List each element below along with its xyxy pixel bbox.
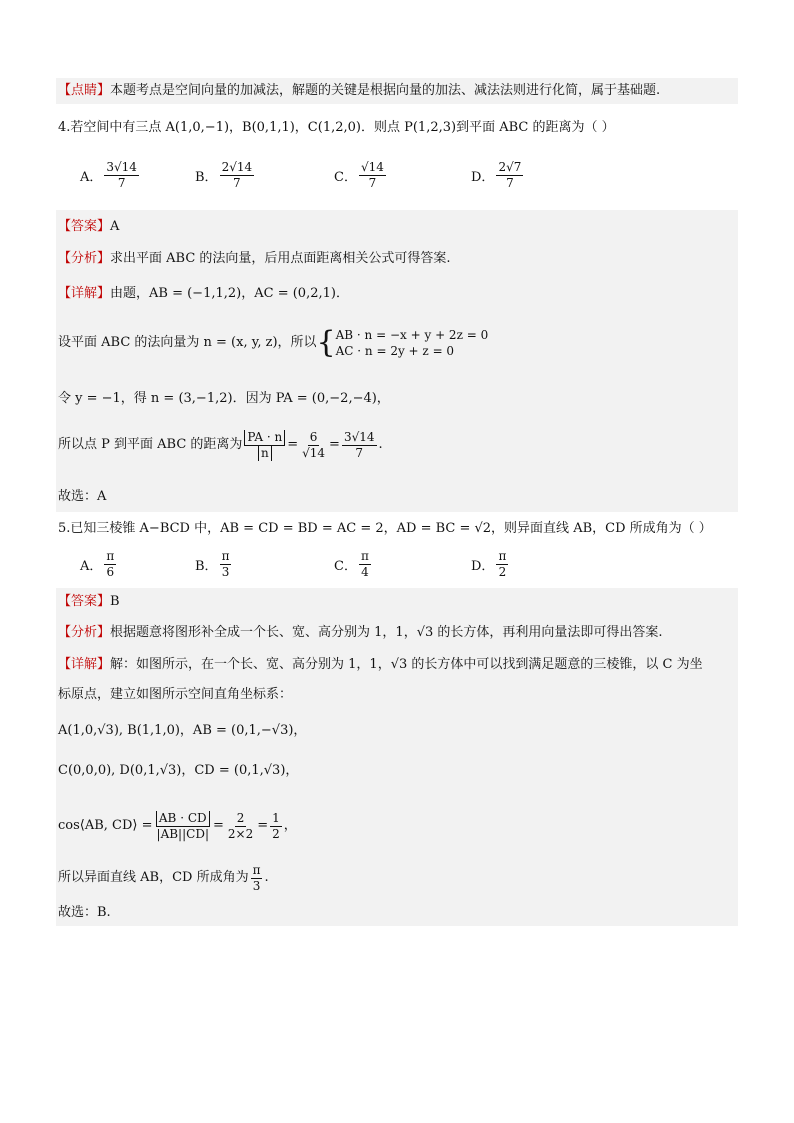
q4-dist-frac-3	[342, 430, 377, 461]
q4-answer-tag: 【答案】	[58, 219, 111, 234]
q4-option-d-label: D．	[471, 170, 495, 185]
q4-system-eq2: AC · n = 2y + z = 0	[335, 344, 455, 358]
q5-option-a-label: A．	[80, 559, 103, 574]
q4-option-a-label: A．	[80, 170, 103, 185]
q4-dist-frac-3-den: 7	[355, 445, 364, 460]
q5-detail-1	[58, 656, 703, 674]
q5-eq-sign-1: =	[213, 818, 224, 833]
q5-option-b[interactable]	[195, 549, 233, 580]
q4-analysis	[58, 250, 451, 268]
q5-option-d-frac	[496, 549, 508, 580]
q5-detail-1b: 标原点，建立如图所示空间直角坐标系：	[58, 687, 293, 702]
q4-detail-tag: 【详解】	[58, 286, 111, 301]
q5-option-d-label: D．	[471, 559, 495, 574]
q5-option-a[interactable]	[80, 549, 118, 580]
q4-stem: 4.若空间中有三点 A(1,0,−1)，B(0,1,1)，C(1,2,0)．则点 P(1,2,3)到平面 ABC 的距离为（ ）	[58, 120, 615, 135]
q4-option-c-frac	[359, 160, 386, 191]
q4-dist-frac-1-den: n	[258, 446, 272, 461]
q4-analysis-text: 求出平面 ABC 的法向量，后用点面距离相关公式可得答案.	[110, 251, 451, 266]
q4-detail-4-pre: 所以点 P 到平面 ABC 的距离为	[58, 437, 243, 452]
q5-option-a-frac	[104, 549, 116, 580]
q5-option-b-label: B．	[195, 559, 218, 574]
q5-option-d[interactable]	[471, 549, 510, 580]
q5-option-a-num: π	[106, 549, 115, 563]
q5-stem: 5.已知三棱锥 A−BCD 中，AB = CD = BD = AC = 2，AD = BC = √2，则异面直线 AB，CD 所成角为（ ）	[58, 521, 712, 536]
q4-system-brace: {	[316, 325, 336, 360]
q4-option-b-den: 7	[233, 176, 241, 190]
q4-option-d-den: 7	[506, 176, 514, 190]
q5-analysis	[58, 624, 663, 642]
q4-option-c[interactable]	[334, 160, 388, 191]
q5-option-c-frac	[359, 549, 371, 580]
q5-detail-2: A(1,0,√3), B(1,1,0)，AB = (0,1,−√3)，	[58, 723, 307, 738]
q5-cos-frac-1-num: AB · CD	[156, 811, 210, 827]
q5-cos-frac-1	[155, 811, 211, 842]
q4-option-a-den: 7	[117, 176, 126, 190]
q5-detail-1-text: 解：如图所示，在一个长、宽、高分别为 1，1，√3 的长方体中可以找到满足题意的三棱锥，以 C 为坐	[110, 657, 703, 672]
q4-detail-1	[58, 285, 349, 303]
q5-option-b-frac	[220, 549, 232, 580]
q5-final: 故选：B.	[58, 905, 111, 920]
q5-eq-sign-2: =	[257, 818, 269, 833]
q4-dist-frac-2-num: 6	[309, 429, 318, 444]
q4-option-c-den: 7	[368, 176, 377, 190]
q4-dist-frac-3-num: 3√14	[343, 429, 375, 444]
q4-answer	[58, 218, 119, 236]
tip-tag: 【点睛】	[58, 83, 111, 98]
q5-option-d-num: π	[498, 549, 507, 563]
q5-detail-3: C(0,0,0), D(0,1,√3)，CD = (0,1,√3)，	[58, 763, 299, 778]
q5-cos-frac-2	[226, 811, 255, 842]
q4-eq-sign-1: =	[287, 437, 299, 452]
q5-cos-frac-3	[270, 811, 282, 842]
q5-cos-frac-1-den: |AB||CD|	[156, 826, 209, 841]
q4-eq-sign-2: =	[329, 437, 340, 452]
q5-angle-frac	[251, 863, 263, 894]
q4-option-d[interactable]	[471, 160, 525, 191]
q4-detail-2-pre: 设平面 ABC 的法向量为 n = (x, y, z)，所以	[58, 335, 317, 350]
q4-detail-4: 所以点 P 到平面 ABC 的距离为 $\frac{PA \cdot n}{n}$ = $\frac{6}{√14}$ = $\frac{3√14}{7}$ .	[58, 428, 383, 462]
q5-option-d-den: 2	[498, 565, 507, 579]
q5-detail-4-pre: cos⟨AB, CD⟩ =	[58, 818, 153, 833]
q4-dist-frac-2	[300, 430, 327, 461]
q4-option-b[interactable]	[195, 160, 256, 191]
q4-system	[336, 327, 489, 359]
q4-analysis-tag: 【分析】	[58, 251, 111, 266]
q5-analysis-text: 根据题意将图形补全成一个长、宽、高分别为 1，1，√3 的长方体，再利用向量法即可得出答案.	[110, 625, 663, 640]
q4-option-a-frac	[104, 160, 139, 191]
tip-text: 本题考点是空间向量的加减法，解题的关键是根据向量的加法、减法法则进行化简，属于基础题.	[110, 83, 661, 98]
q5-detail-5-pre: 所以异面直线 AB，CD 所成角为	[58, 870, 249, 885]
q5-option-b-num: π	[221, 549, 230, 563]
q5-analysis-tag: 【分析】	[58, 625, 111, 640]
q4-detail-2	[58, 326, 488, 360]
q5-cos-frac-2-num: 2	[236, 810, 245, 825]
q4-dist-frac-1	[244, 430, 285, 461]
q5-answer	[58, 593, 120, 611]
q4-option-d-frac	[496, 160, 523, 191]
q5-option-c-num: π	[360, 549, 369, 563]
q4-option-a[interactable]	[80, 160, 141, 191]
q4-final: 故选：A	[58, 489, 107, 504]
q5-detail-tag: 【详解】	[58, 657, 111, 672]
q4-option-c-num: √14	[360, 160, 384, 174]
q5-cos-frac-3-den: 2	[272, 826, 280, 841]
q5-cos-frac-3-num: 1	[272, 810, 280, 825]
q4-option-c-label: C．	[334, 170, 357, 185]
q5-answer-tag: 【答案】	[58, 594, 111, 609]
q4-dist-frac-1-num: PA · n	[244, 430, 285, 446]
q4-option-b-frac	[220, 160, 255, 191]
q5-option-b-den: 3	[221, 565, 230, 579]
q5-angle-frac-den: 3	[252, 878, 261, 893]
q5-option-a-den: 6	[106, 565, 115, 579]
q4-answer-value: A	[110, 219, 120, 234]
q5-option-c-den: 4	[361, 565, 369, 579]
q4-detail-1-text: 由题，AB = (−1,1,2)，AC = (0,2,1)．	[110, 286, 349, 301]
q4-option-b-label: B．	[195, 170, 218, 185]
q4-dist-frac-2-den: √14	[302, 445, 326, 460]
q4-option-b-num: 2√14	[221, 160, 253, 174]
q5-detail-5: 所以异面直线 AB，CD 所成角为 $\frac{\pi}{3}$ .	[58, 862, 269, 893]
q5-cos-frac-2-den: 2×2	[227, 826, 254, 841]
q5-angle-frac-num: π	[252, 862, 261, 877]
q5-option-c[interactable]	[334, 549, 373, 580]
q4-system-eq1: AB · n = −x + y + 2z = 0	[335, 328, 489, 342]
q4-option-a-num: 3√14	[106, 160, 137, 174]
q5-answer-value: B	[110, 594, 120, 609]
tip-line	[58, 82, 660, 100]
q4-option-d-num: 2√7	[498, 160, 522, 174]
q5-detail-4: cos⟨AB, CD⟩ = $\frac{AB \cdot CD}{|AB||CD|}$ = $\frac{2}{2\times 2}$ = $\frac{1}{2}$ ，	[58, 808, 297, 844]
q4-detail-3: 令 y = −1，得 n = (3,−1,2)．因为 PA = (0,−2,−4)，	[58, 391, 390, 406]
q5-option-c-label: C．	[334, 559, 357, 574]
